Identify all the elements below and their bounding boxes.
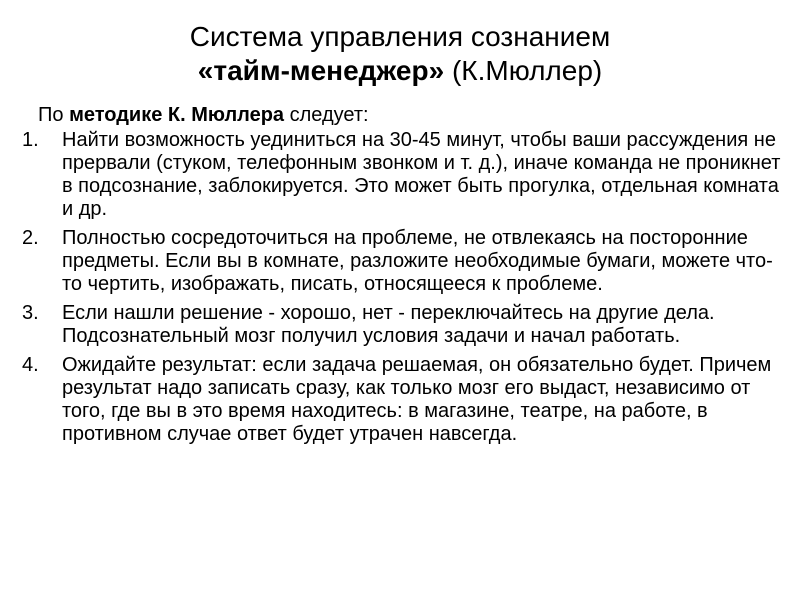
list-item	[22, 129, 782, 221]
slide-content	[22, 104, 782, 452]
title-line-2	[40, 54, 760, 88]
slide-title	[40, 20, 760, 88]
intro-bold: методике К. Мюллера	[69, 104, 285, 126]
list-item-text: Ожидайте результат: если задача решаемая, он обязательно будет. Причем результат надо записать сразу, как только мозг его выдаст, независимо от того, где вы в это время находитесь: в магазине, театре, на работе, в противном случае ответ будет утрачен навсегда.	[62, 354, 772, 445]
intro-line	[38, 104, 782, 127]
title-line-1: Система управления сознанием	[189, 21, 611, 52]
intro-suffix: следует:	[284, 104, 369, 126]
title-line-2-bold: «тайм-менеджер»	[197, 55, 445, 86]
list-item	[22, 227, 782, 296]
list-item	[22, 302, 782, 348]
list-item	[22, 354, 782, 446]
list-item-number: 1.	[22, 129, 39, 151]
steps-list	[22, 129, 782, 446]
list-item-text: Найти возможность уединиться на 30-45 минут, чтобы ваши рассуждения не прервали (стуком, телефонным звонком и т. д.), иначе команда не проникнет в подсознание, заблокируется. Это может быть прогулка, отдельная комната и др.	[62, 129, 781, 220]
list-item-number: 4.	[22, 354, 39, 376]
list-item-text: Полностью сосредоточиться на проблеме, не отвлекаясь на посторонние предметы. Если вы в комнате, разложите необходимые бумаги, можете что-то чертить, изображать, писать, относящееся к проблеме.	[62, 227, 773, 295]
list-item-text: Если нашли решение - хорошо, нет - переключайтесь на другие дела. Подсознательный мозг получил условия задачи и начал работать.	[62, 302, 715, 347]
title-line-2-rest: (К.Мюллер)	[444, 55, 603, 86]
list-item-number: 3.	[22, 302, 39, 324]
intro-prefix: По	[38, 104, 70, 126]
list-item-number: 2.	[22, 227, 39, 249]
